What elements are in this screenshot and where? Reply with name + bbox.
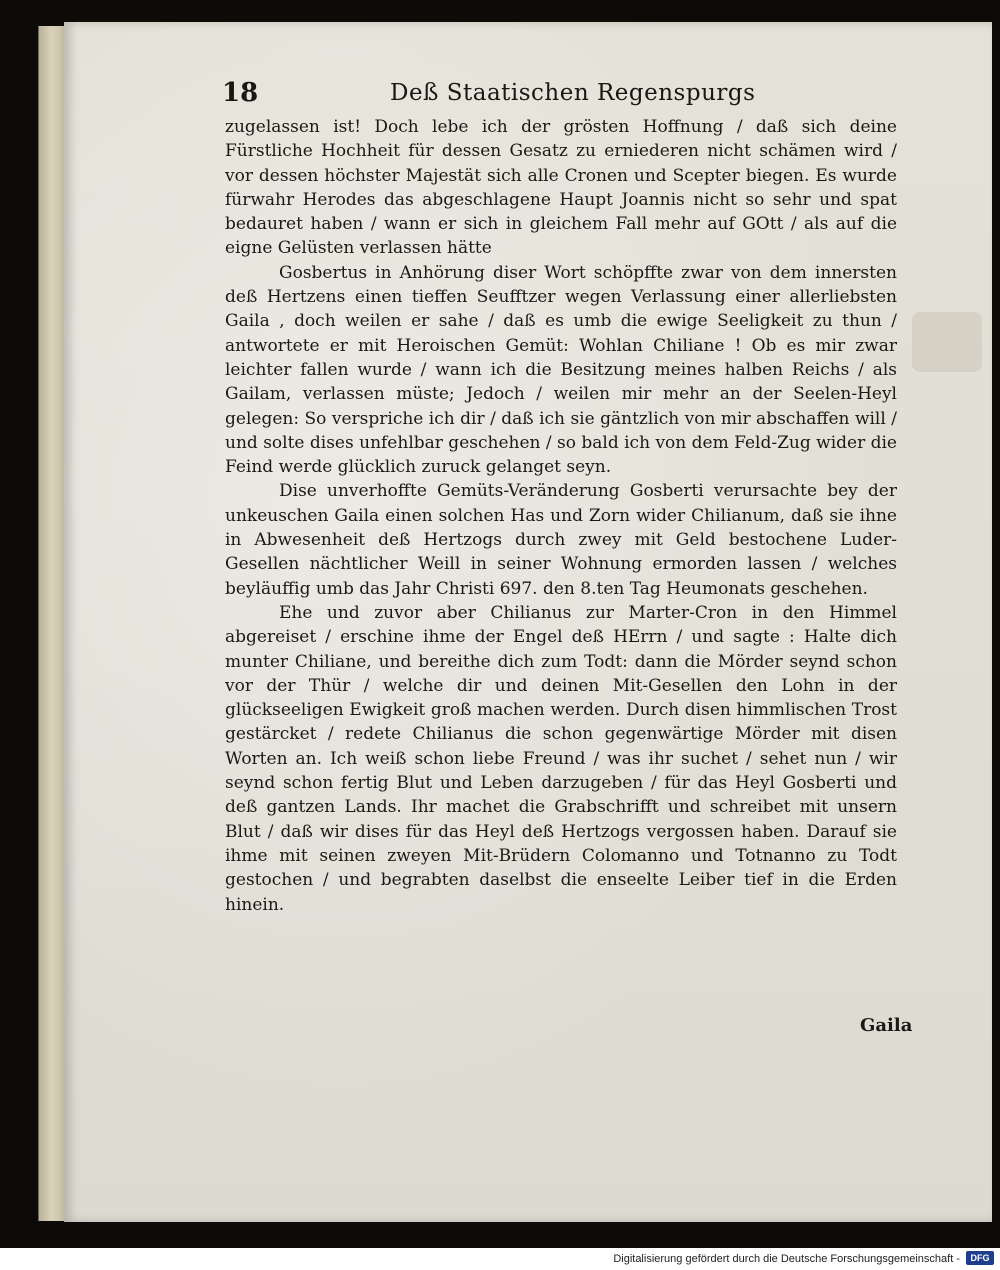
paragraph: Gosbertus in Anhörung diser Wort schöpffte zwar von dem innersten deß Hertzens einen tieffen Seufftzer wegen Verlassung einer allerliebsten Gaila , doch weilen er sahe / daß es umb die ewige Seeligkeit zu thun / antwortete er mit Heroischen Gemüt: Wohlan Chiliane ! Ob es mir zwar leichter fallen wurde / wann ich die Besitzung meines halben Reichs / als Gailam, verlassen müste; Jedoch / weilen mir mehr an der Seelen-Heyl gelegen: So verspriche ich dir / daß ich sie gäntzlich von mir abschaffen will / und solte dises unfehlbar geschehen / so bald ich von dem Feld-Zug wider die Feind werde glücklich zuruck gelanget seyn.	[225, 262, 897, 478]
paragraph: Ehe und zuvor aber Chilianus zur Marter-Cron in den Himmel abgereiset / erschine ihme der Engel deß HErrn / und sagte : Halte dich munter Chiliane, und bereithe dich zum Todt: dann die Mörder seynd schon vor der Thür / welche dir und deinen Mit-Gesellen den Lohn in der glückseeligen Ewigkeit groß machen werden. Durch disen himmlischen Trost gestärcket / redete Chilianus die schon gegenwärtige Mörder mit disen Worten an. Ich weiß schon liebe Freund / was ihr suchet / sehet nun / wir seynd schon fertig Blut und Leben darzugeben / für das Heyl Gosberti und deß gantzen Lands. Ihr machet die Grabschrifft und schreibet mit unsern Blut / daß wir dises für das Heyl deß Hertzogs vergossen haben. Darauf sie ihme mit seinen zweyen Mit-Brüdern Colomanno und Totnanno zu Todt gestochen / und begrabten daselbst die enseelte Leiber tief in die Erden hinein.	[225, 602, 897, 915]
dfg-logo-icon: DFG	[966, 1251, 994, 1265]
running-head: Deß Staatischen Regenspurgs	[390, 80, 756, 106]
funding-notice: Digitalisierung gefördert durch die Deutsche Forschungsgemeinschaft -	[613, 1253, 960, 1265]
page-number: 18	[222, 78, 259, 108]
paragraph: Dise unverhoffte Gemüts-Veränderung Gosberti verursachte bey der unkeuschen Gaila einen solchen Has und Zorn wider Chilianum, daß sie ihne in Abwesenheit deß Hertzogs durch zwey mit Geld bestochene Luder-Gesellen nächtlicher Weill in seiner Wohnung ermorden lassen / welches beyläuffig umb das Jahr Christi 697. den 8.ten Tag Heumonats geschehen.	[225, 481, 897, 599]
paragraph: zugelassen ist! Doch lebe ich der grösten Hoffnung / daß sich deine Fürstliche Hochheit für dessen Gesatz zu erniederen nicht schämen wird / vor dessen höchster Majestät sich alle Cronen und Scepter biegen. Es wurde fürwahr Herodes das abgeschlagene Haupt Joannis nicht so sehr und spat bedauret haben / wann er sich in gleichem Fall mehr auf GOtt / als auf die eigne Gelüsten verlassen hätte	[225, 117, 897, 259]
show-through-stain	[912, 312, 982, 372]
body-text	[225, 115, 897, 917]
footer-bar	[0, 1248, 1000, 1270]
page-header	[222, 78, 882, 114]
catchword: Gaila	[860, 1015, 913, 1036]
